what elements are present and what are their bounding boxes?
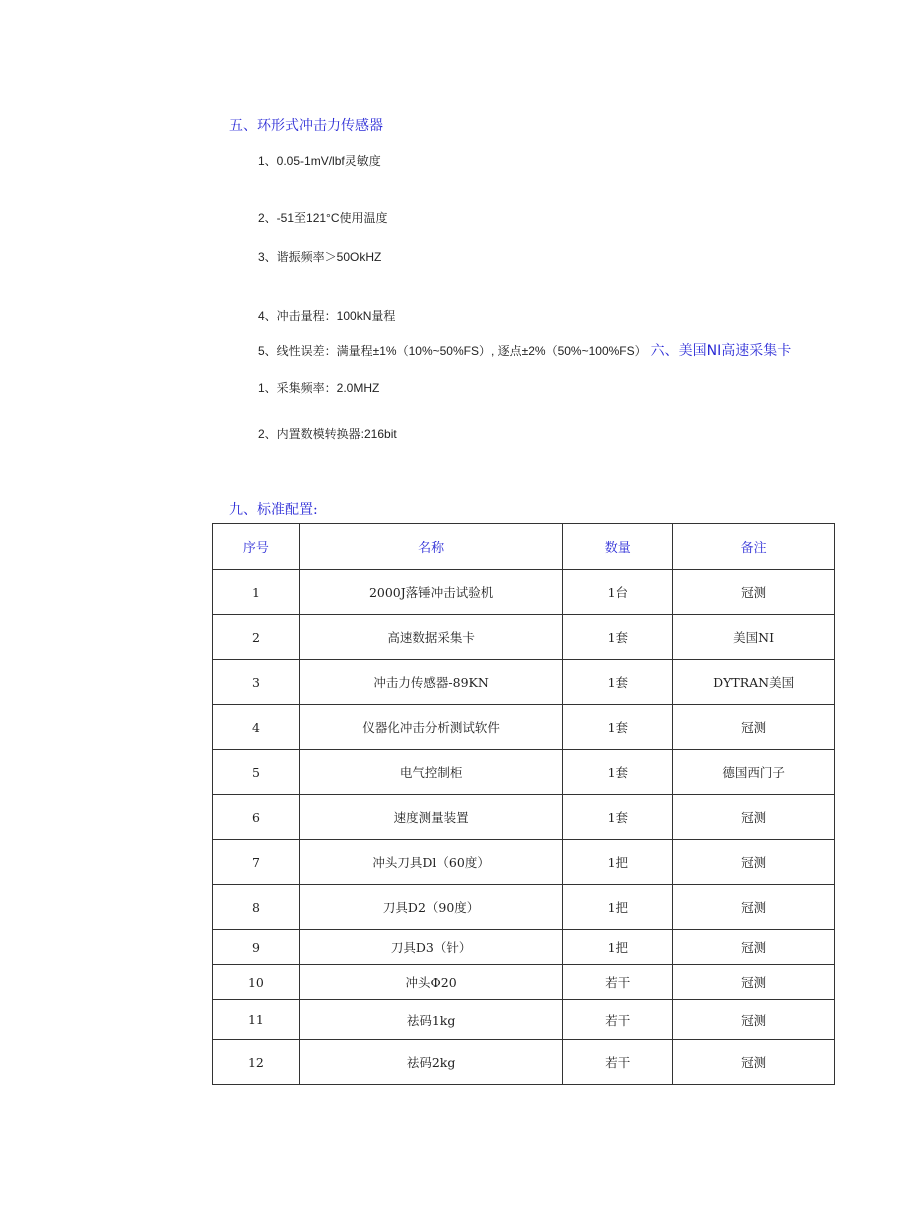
cell-index: 8 [213,885,300,930]
cell-remarks: 冠测 [673,885,835,930]
header-name: 名称 [299,524,563,570]
cell-remarks: 冠测 [673,840,835,885]
cell-name: 冲头Φ20 [299,965,563,1000]
spec-item-sensitivity: 1、0.05-1mV/lbf灵敏度 [258,154,381,168]
cell-index: 4 [213,705,300,750]
daq-item-sampling: 1、采集频率：2.0MHZ [258,381,380,395]
spec-item-range: 4、冲击量程：100kN量程 [258,309,396,323]
cell-remarks: 冠测 [673,1000,835,1040]
section6-title: 六、美国NI高速采集卡 [650,343,792,359]
cell-remarks: 冠测 [673,570,835,615]
cell-name: 冲击力传感器-89KN [299,660,563,705]
header-index: 序号 [213,524,300,570]
config-table [212,523,835,1085]
header-remarks: 备注 [673,524,835,570]
cell-name: 祛码2kg [299,1040,563,1085]
cell-remarks: 冠测 [673,930,835,965]
table-row [213,570,835,615]
cell-remarks: DYTRAN美国 [673,660,835,705]
cell-remarks: 冠测 [673,1040,835,1085]
cell-remarks: 冠测 [673,705,835,750]
cell-name: 速度测量装置 [299,795,563,840]
table-row [213,1040,835,1085]
table-row [213,930,835,965]
cell-remarks: 冠测 [673,795,835,840]
cell-quantity: 1把 [563,930,673,965]
cell-quantity: 1把 [563,840,673,885]
cell-name: 仪器化冲击分析测试软件 [299,705,563,750]
table-row [213,795,835,840]
table-row [213,965,835,1000]
table-row [213,840,835,885]
cell-index: 12 [213,1040,300,1085]
cell-index: 2 [213,615,300,660]
cell-index: 11 [213,1000,300,1040]
cell-quantity: 1套 [563,750,673,795]
cell-index: 6 [213,795,300,840]
table-row [213,660,835,705]
cell-index: 5 [213,750,300,795]
cell-name: 刀具D3（针） [299,930,563,965]
cell-quantity: 1台 [563,570,673,615]
section9-title: 九、标准配置: [229,502,318,518]
table-row [213,615,835,660]
cell-index: 10 [213,965,300,1000]
cell-index: 7 [213,840,300,885]
cell-name: 电气控制柜 [299,750,563,795]
header-quantity: 数量 [563,524,673,570]
cell-remarks: 美国NI [673,615,835,660]
table-row [213,750,835,795]
cell-name: 2000J落锤冲击试验机 [299,570,563,615]
cell-index: 1 [213,570,300,615]
cell-quantity: 若干 [563,1000,673,1040]
cell-index: 3 [213,660,300,705]
cell-quantity: 1套 [563,615,673,660]
cell-index: 9 [213,930,300,965]
cell-name: 高速数据采集卡 [299,615,563,660]
cell-quantity: 若干 [563,1040,673,1085]
spec-item-resonance: 3、谐振频率＞50OkHZ [258,250,382,264]
cell-name: 祛码1kg [299,1000,563,1040]
cell-name: 冲头刀具Dl（60度） [299,840,563,885]
cell-remarks: 德国西门子 [673,750,835,795]
cell-quantity: 1套 [563,795,673,840]
spec-item-linearity [258,340,791,360]
cell-quantity: 1套 [563,705,673,750]
cell-quantity: 若干 [563,965,673,1000]
table-row [213,705,835,750]
table-header-row [213,524,835,570]
spec-item-temperature: 2、-51至121°C使用温度 [258,211,388,225]
cell-remarks: 冠测 [673,965,835,1000]
cell-name: 刀具D2（90度） [299,885,563,930]
table-row [213,1000,835,1040]
daq-item-converter: 2、内置数模转换器:216bit [258,427,397,441]
table-row [213,885,835,930]
section5-title: 五、环形式冲击力传感器 [229,118,383,134]
cell-quantity: 1把 [563,885,673,930]
spec-item-linearity-text: 5、线性误差：满量程±1%（10%~50%FS）, 逐点±2%（50%~100%FS） [258,344,647,358]
cell-quantity: 1套 [563,660,673,705]
